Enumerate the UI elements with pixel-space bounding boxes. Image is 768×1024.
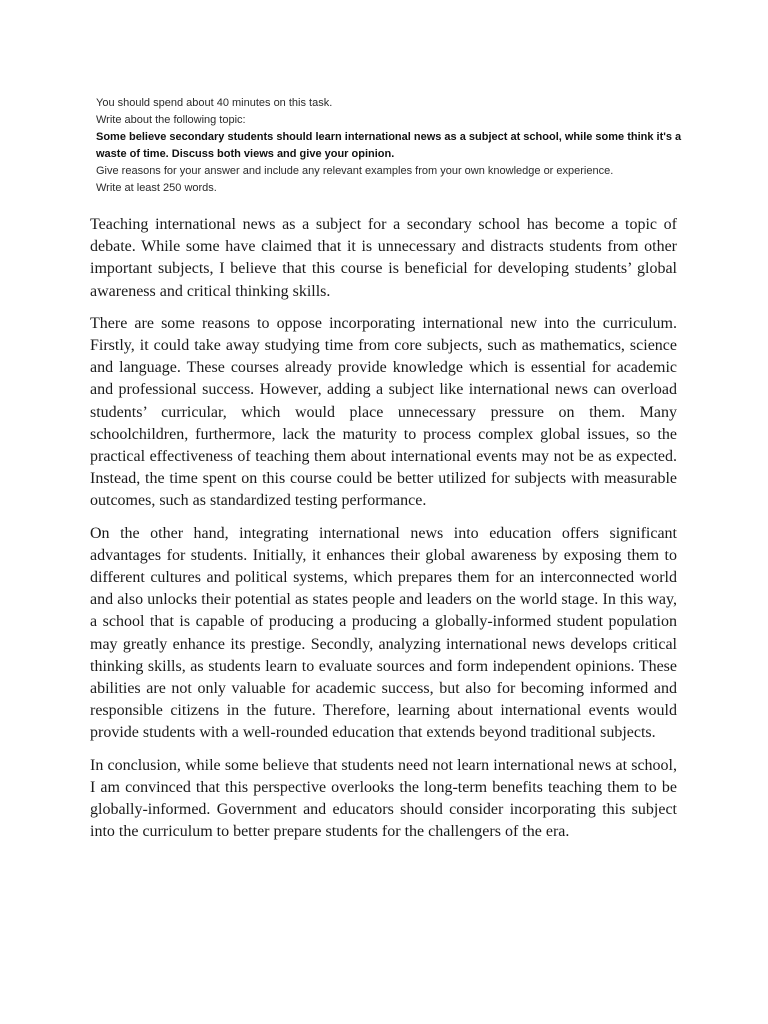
task-instructions [96, 95, 686, 197]
task-reasons-instruction: Give reasons for your answer and include any relevant examples from your own knowledge or experience. [96, 165, 614, 177]
task-time-instruction: You should spend about 40 minutes on this task. [96, 97, 333, 109]
essay-body [90, 214, 677, 853]
essay-body-paragraph-1: There are some reasons to oppose incorporating international new into the curriculum. Firstly, it could take away studying time from core subjects, such as mathematics, science and language. These courses already provide knowledge which is essential for academic and professional success. However, adding a subject like international news can overload students’ curricular, which would place unnecessary pressure on them. Many schoolchildren, furthermore, lack the maturity to process complex global issues, so the practical effectiveness of teaching them about international events may not be as expected. Instead, the time spent on this course could be better utilized for subjects with measurable outcomes, such as standardized testing performance. [90, 314, 677, 510]
essay-body-paragraph-2: On the other hand, integrating international news into education offers significant advantages for students. Initially, it enhances their global awareness by exposing them to different cultures and political systems, which prepares them for an interconnected world and also unlocks their potential as states people and leaders on the world stage. In this way, a school that is capable of producing a producing a globally-informed student population may greatly enhance its prestige. Secondly, analyzing international news develops critical thinking skills, as students learn to evaluate sources and form independent opinions. These abilities are not only valuable for academic success, but also for becoming informed and responsible citizens in the future. Therefore, learning about international events would provide students with a well-rounded education that extends beyond traditional subjects. [90, 524, 677, 742]
task-prompt: Some believe secondary students should learn international news as a subject at school, while some think it's a waste of time. Discuss both views and give your opinion. [96, 131, 682, 160]
task-word-count-instruction: Write at least 250 words. [96, 182, 217, 194]
essay-conclusion: In conclusion, while some believe that students need not learn international news at school, I am convinced that this perspective overlooks the long-term benefits teaching them to be globally-informed. Government and educators should consider incorporating this subject into the curriculum to better prepare students for the challengers of the era. [90, 756, 677, 841]
task-topic-instruction: Write about the following topic: [96, 114, 246, 126]
essay-introduction: Teaching international news as a subject for a secondary school has become a topic of debate. While some have claimed that it is unnecessary and distracts students from other important subjects, I believe that this course is beneficial for developing students’ global awareness and critical thinking skills. [90, 216, 677, 300]
